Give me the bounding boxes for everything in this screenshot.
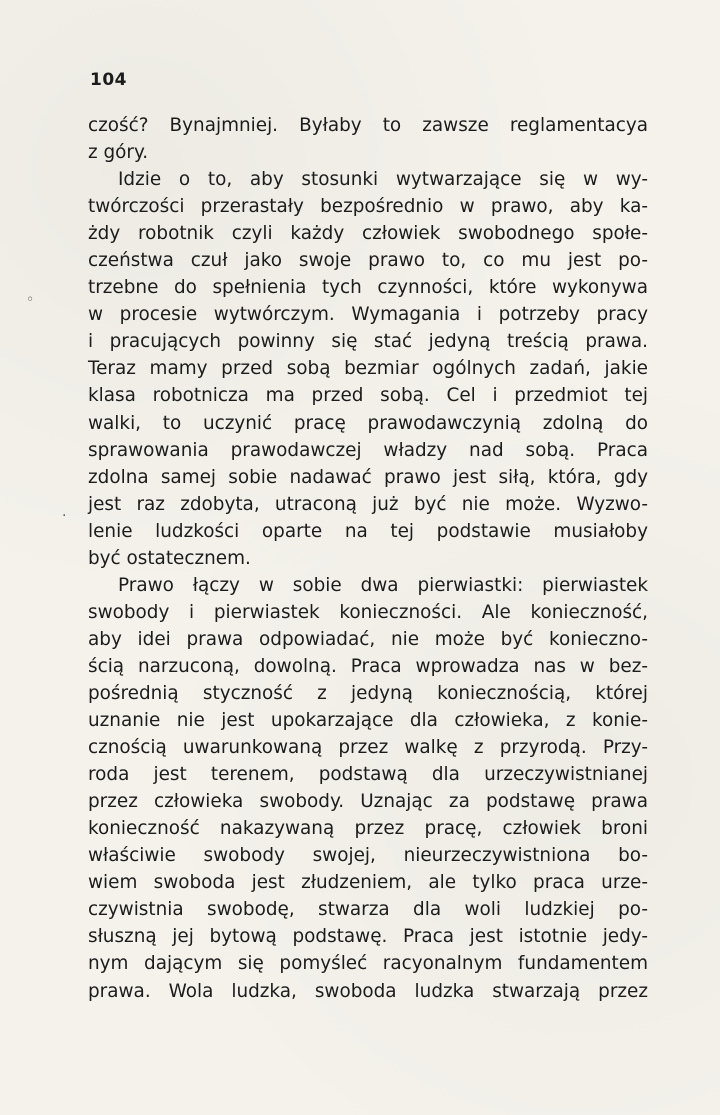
text-line: czość? Bynajmniej. Byłaby to zawsze reglamentacya	[88, 115, 648, 136]
text-line: trzebne do spełnienia tych czynności, które wykonywa	[88, 277, 648, 299]
text-line: wiem swoboda jest złudzeniem, ale tylko praca urze-	[88, 872, 648, 894]
margin-speck: ·	[62, 508, 67, 524]
text-line: walki, to uczynić pracę prawodawczynią zdolną do	[88, 412, 648, 434]
text-line: swobody i pierwiastek konieczności. Ale konieczność,	[88, 601, 648, 623]
text-line: Teraz mamy przed sobą bezmiar ogólnych zadań, jakie	[88, 358, 648, 380]
text-line: pośrednią styczność z jedyną koniecznością, której	[88, 682, 648, 704]
text-line: właściwie swobody swojej, nieurzeczywistniona bo-	[88, 845, 648, 867]
text-line: twórczości przerastały bezpośrednio w prawo, aby ka-	[88, 196, 648, 218]
text-line: i pracujących powinny się stać jedyną treścią prawa.	[88, 331, 648, 353]
paragraph-first-line: Idzie o to, aby stosunki wytwarzające się w wy-	[118, 169, 648, 191]
text-line: cznością uwarunkowaną przez walkę z przyrodą. Przy-	[88, 737, 648, 759]
text-line: czywistnia swobodę, stwarza dla woli ludzkiej po-	[88, 899, 648, 921]
text-line: przez człowieka swobody. Uznając za podstawę prawa	[88, 791, 648, 813]
text-line: prawa. Wola ludzka, swoboda ludzka stwarzają przez	[88, 980, 648, 1002]
text-line: ścią narzuconą, dowolną. Praca wprowadza nas w bez-	[88, 655, 648, 677]
text-line: roda jest terenem, podstawą dla urzeczywistnianej	[88, 764, 648, 786]
page-number: 104	[90, 70, 127, 90]
text-line: lenie ludzkości oparte na tej podstawie musiałoby	[88, 520, 648, 542]
text-line: jest raz zdobyta, utraconą już być nie może. Wyzwo-	[88, 493, 648, 515]
text-line: sprawowania prawodawczej władzy nad sobą. Praca	[88, 439, 648, 461]
text-line: aby idei prawa odpowiadać, nie może być konieczno-	[88, 628, 648, 650]
text-line: nym dającym się pomyśleć racyonalnym fundamentem	[88, 953, 648, 975]
text-line: konieczność nakazywaną przez pracę, człowiek broni	[88, 818, 648, 840]
text-line: z góry.	[88, 142, 149, 164]
body-text	[88, 112, 648, 1005]
paragraph-first-line: Prawo łączy w sobie dwa pierwiastki: pierwiastek	[118, 574, 648, 596]
text-line: słuszną jej bytową podstawę. Praca jest istotnie jedy-	[88, 926, 648, 948]
text-line: klasa robotnicza ma przed sobą. Cel i przedmiot tej	[88, 385, 648, 407]
margin-speck: ◦	[26, 292, 35, 308]
text-line: żdy robotnik czyli każdy człowiek swobodnego społe-	[88, 223, 648, 245]
text-line: czeństwa czuł jako swoje prawo to, co mu jest po-	[88, 250, 648, 272]
text-line: zdolna samej sobie nadawać prawo jest siłą, która, gdy	[88, 466, 648, 488]
text-line: w procesie wytwórczym. Wymagania i potrzeby pracy	[88, 304, 648, 326]
text-line: być ostatecznem.	[88, 547, 251, 569]
text-line: uznanie nie jest upokarzające dla człowieka, z konie-	[88, 710, 648, 732]
